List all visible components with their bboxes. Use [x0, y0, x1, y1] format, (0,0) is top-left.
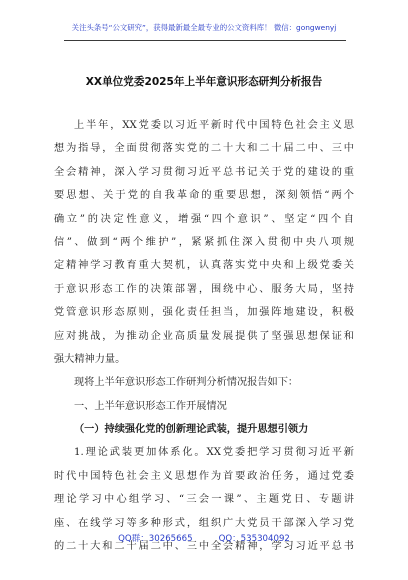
paragraph-line: 定精神学习教育重大契机，认真落实党中央和上级党委关	[54, 260, 354, 272]
paragraph-line: 确立”的决定性意义，增强“四个意识”、坚定“四个自	[54, 213, 354, 225]
paragraph-line: 1.理论武装更加体系化。XX党委把学习贯彻习近平新	[74, 447, 354, 459]
paragraph-line: 时代中国特色社会主义思想作为首要政治任务，通过党委	[54, 470, 354, 482]
paragraph-line: 上半年，XX党委以习近平新时代中国特色社会主义思	[74, 120, 354, 131]
paragraph-line: 信”、做到“两个维护”，紧紧抓住深入贯彻中央八项规	[54, 236, 354, 248]
footer-qq: QQ：535304092	[218, 534, 290, 544]
paragraph-line: 座、在线学习等多种形式，组织广大党员干部深入学习党	[54, 517, 354, 529]
paragraph-line: 应对挑战，为推动企业高质量发展提供了坚强思想保证和	[54, 330, 354, 342]
paragraph-line: 全会精神，深入学习贯彻习近平总书记关于党的建设的重	[54, 166, 354, 178]
section-heading: 一、上半年意识形态工作开展情况	[74, 400, 227, 412]
footer-contacts	[0, 532, 408, 544]
paragraph-line: 理论学习中心组学习、“三会一课”、主题党日、专题讲	[54, 494, 354, 506]
paragraph-line: 党管意识形态原则，强化责任担当，加强阵地建设，积极	[54, 307, 354, 319]
paragraph-line: 要思想、关于党的自我革命的重要思想，深刻领悟“两个	[54, 190, 354, 202]
subsection-heading: （一）持续强化党的创新理论武装，提升思想引领力	[74, 423, 309, 436]
header-divider	[64, 40, 346, 41]
document-body	[54, 114, 354, 558]
paragraph-line: 的二十大和二十届二中、三中全会精神，学习习近平总书	[54, 541, 354, 553]
paragraph-line: 强大精神力量。	[54, 353, 126, 365]
paragraph-line: 于意识形态工作的决策部署，围绕中心、服务大局，坚持	[54, 283, 354, 295]
document-title: XX单位党委2025年上半年意识形态研判分析报告	[85, 76, 323, 88]
header-banner: 关注头条号“公文研究”，获得最新最全最专业的公文资料库！ 微信：gongwenyj	[71, 23, 337, 32]
paragraph-line: 现将上半年意识形态工作研判分析情况报告如下：	[74, 377, 299, 389]
paragraph-line: 想为指导，全面贯彻落实党的二十大和二十届二中、三中	[54, 143, 354, 155]
footer-qq-group: QQ群：30265665	[118, 534, 193, 544]
